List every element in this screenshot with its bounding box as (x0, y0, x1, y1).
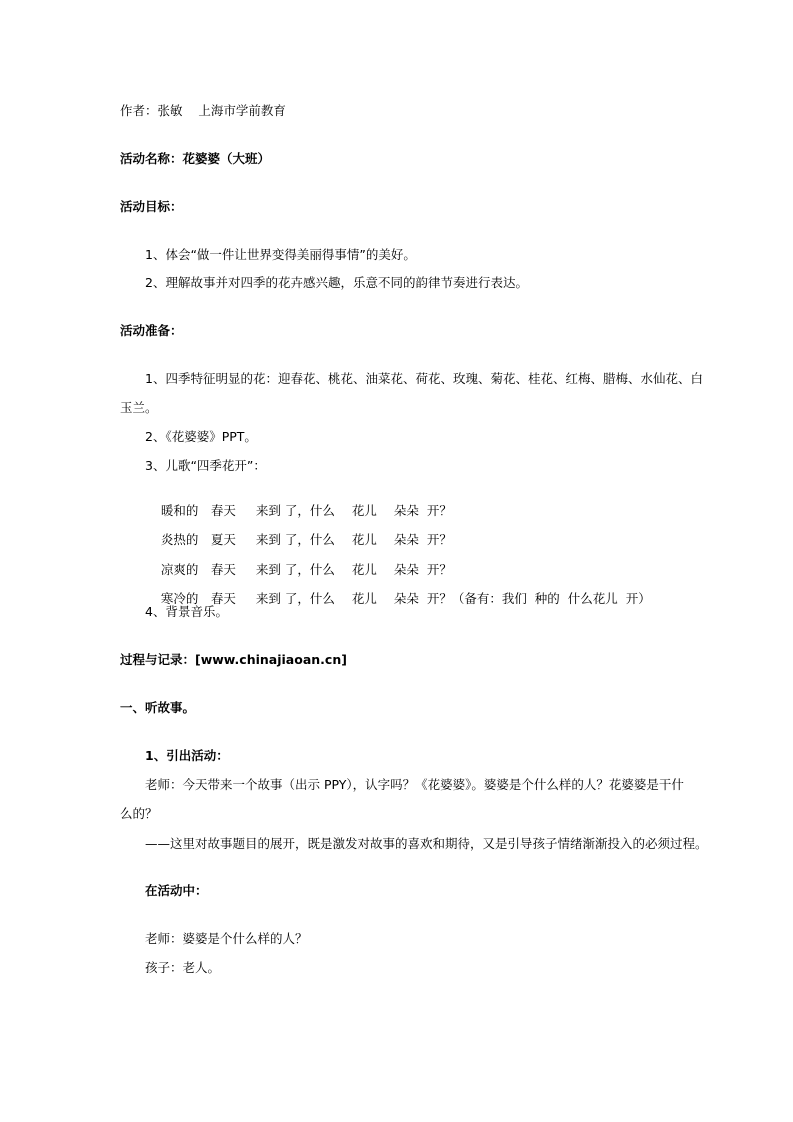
teacher-question: 老师：婆婆是个什么样的人？ (145, 931, 308, 946)
poem-adjective: 凉爽的 (160, 562, 199, 577)
child-answer: 孩子：老人。 (145, 960, 221, 975)
poem-season: 春天 (210, 503, 236, 518)
teacher-line: 老师：今天带来一个故事（出示 PPY），认字吗？《花婆婆》。婆婆是个什么样的人？花婆婆是干什 (145, 777, 684, 792)
poem-adjective: 寒冷的 (160, 591, 199, 606)
process-heading: 过程与记录：[www.chinajiaoan.cn] (120, 652, 347, 667)
poem-season: 春天 (210, 562, 236, 577)
in-activity-heading: 在活动中： (145, 883, 208, 898)
poem-verb: 来到 了，什么 (255, 503, 335, 518)
poem-adjective: 炎热的 (160, 532, 199, 547)
poem-flower: 花儿 (351, 532, 377, 547)
goal-item: 2、理解故事并对四季的花卉感兴趣，乐意不同的韵律节奏进行表达。 (145, 275, 528, 290)
prep-item-3: 3、儿歌“四季花开”： (145, 458, 266, 473)
author-line: 作者：张敏 上海市学前教育 (120, 103, 286, 118)
poem-flower: 花儿 (351, 562, 377, 577)
goals-heading: 活动目标： (120, 199, 183, 214)
goal-item: 1、体会“做一件让世界变得美丽得事情”的美好。 (145, 247, 416, 262)
poem-adjective: 暖和的 (160, 503, 199, 518)
poem-note: （备有：我们 种的 什么花儿 开） (451, 591, 651, 606)
poem-verb: 来到 了，什么 (255, 532, 335, 547)
prep-item-1: 1、四季特征明显的花：迎春花、桃花、油菜花、荷花、玫瑰、菊花、桂花、红梅、腊梅、水仙花、白 (145, 371, 703, 386)
poem-verb: 来到 了，什么 (255, 591, 335, 606)
poem-open: 朵朵 开？ (393, 503, 452, 518)
activity-name: 活动名称：花婆婆（大班） (120, 151, 271, 166)
poem-verb: 来到 了，什么 (255, 562, 335, 577)
poem-flower: 花儿 (351, 503, 377, 518)
section-1-heading: 一、听故事。 (120, 700, 196, 715)
poem-season: 夏天 (210, 532, 236, 547)
prep-heading: 活动准备： (120, 323, 183, 338)
poem-flower: 花儿 (351, 591, 377, 606)
poem-open: 朵朵 开？ (393, 591, 452, 606)
poem-open: 朵朵 开？ (393, 562, 452, 577)
prep-item-4: 4、背景音乐。 (145, 604, 228, 619)
teacher-line-cont: 么的？ (120, 806, 158, 821)
comment-line: ——这里对故事题目的展开，既是激发对故事的喜欢和期待，又是引导孩子情绪渐渐投入的必须过程。 (145, 836, 708, 851)
poem-open: 朵朵 开？ (393, 532, 452, 547)
poem-season: 春天 (210, 591, 236, 606)
prep-item-1-cont: 玉兰。 (120, 400, 158, 415)
section-1-sub-1: 1、引出活动： (145, 748, 229, 763)
prep-item-2: 2、《花婆婆》PPT。 (145, 429, 257, 444)
